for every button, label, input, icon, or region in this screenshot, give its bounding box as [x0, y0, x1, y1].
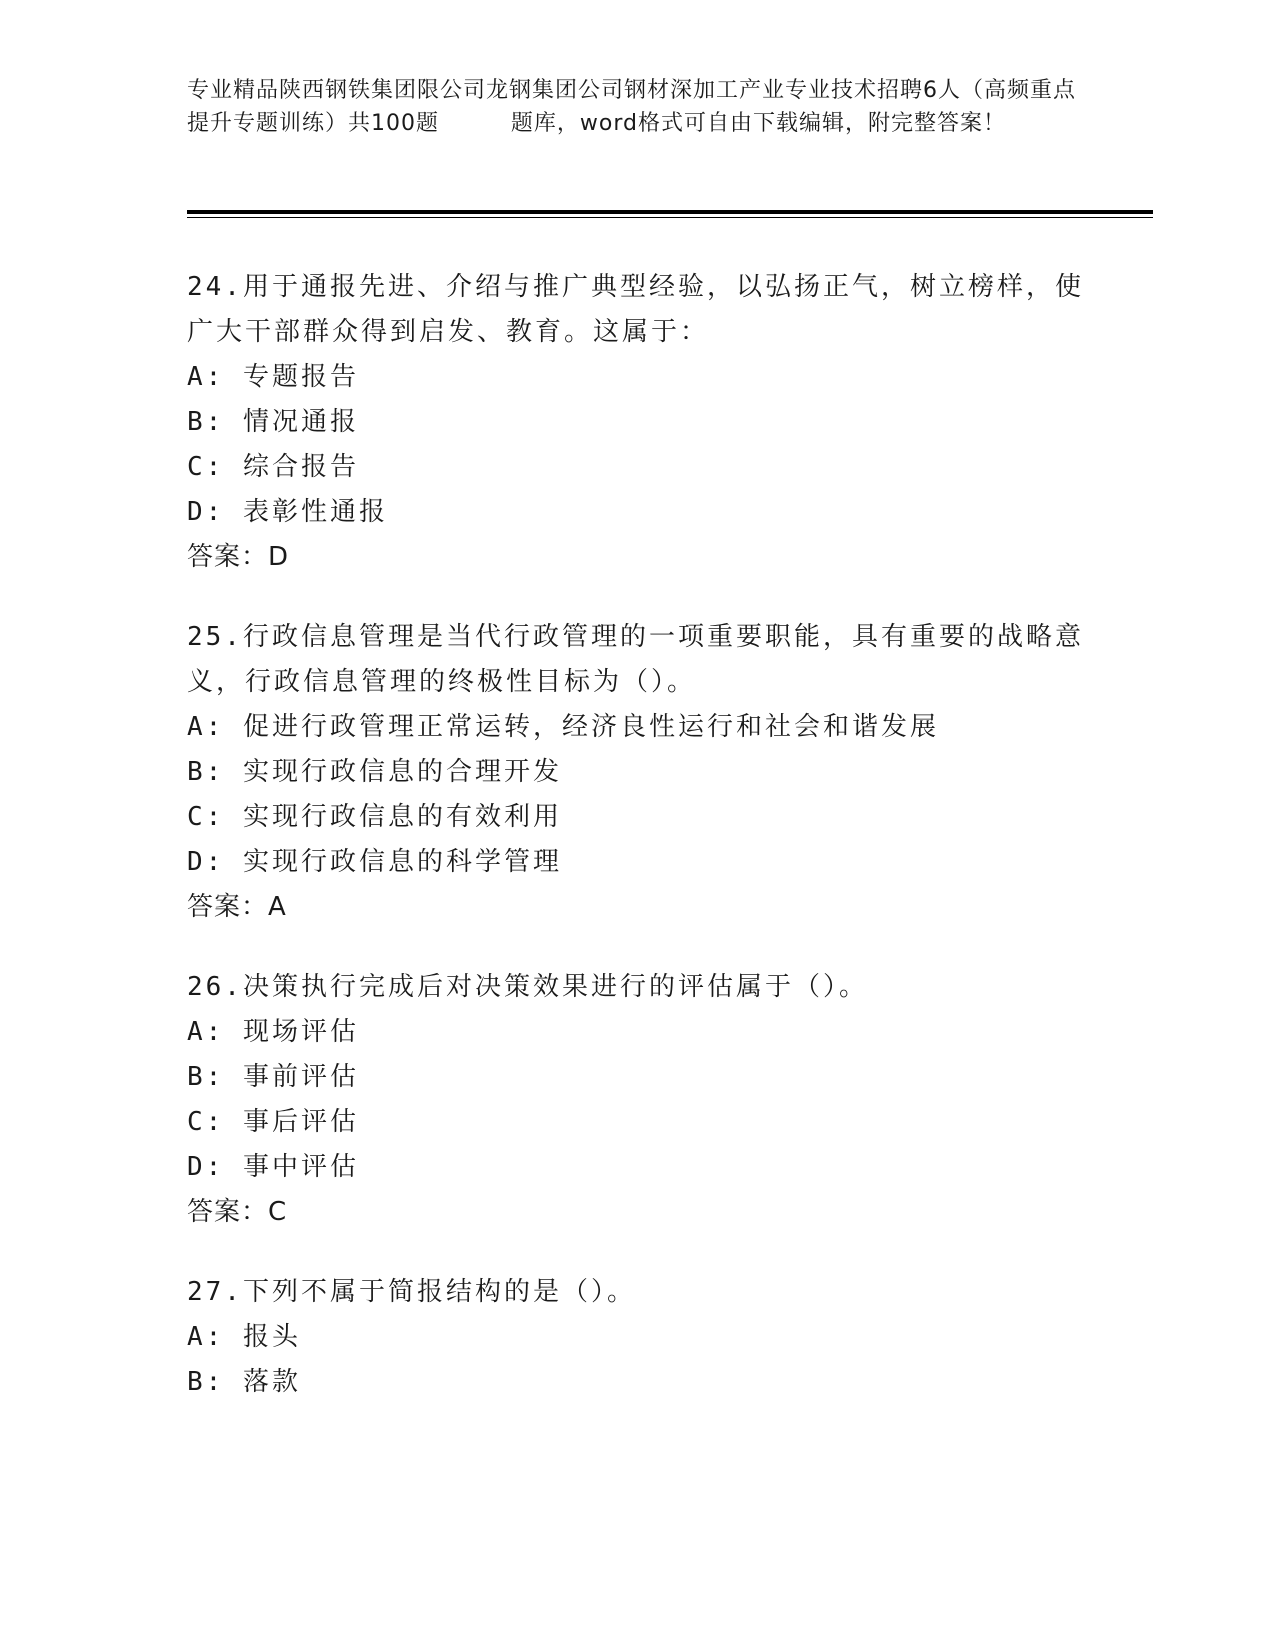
- option-b: B: 落款: [187, 1367, 301, 1397]
- option-c: C: 实现行政信息的有效利用: [187, 802, 562, 832]
- header-divider-thin: [187, 217, 1153, 218]
- question-text: 26.决策执行完成后对决策效果进行的评估属于（）。: [187, 972, 868, 1002]
- option-b: B: 情况通报: [187, 407, 359, 437]
- answer-label: 答案：D: [187, 542, 290, 572]
- question-25: [187, 615, 1107, 930]
- question-24: [187, 265, 1107, 580]
- question-list: [187, 265, 1107, 1440]
- question-text: 24.用于通报先进、介绍与推广典型经验，以弘扬正气，树立榜样，使广大干部群众得到启发、教育。这属于：: [187, 272, 1084, 347]
- option-d: D: 事中评估: [187, 1152, 359, 1182]
- document-header: 专业精品陕西钢铁集团限公司龙钢集团公司钢材深加工产业专业技术招聘6人（高频重点提升专题训练）共100题 题库，word格式可自由下载编辑，附完整答案！: [187, 78, 1076, 136]
- option-b: B: 事前评估: [187, 1062, 359, 1092]
- option-a: A: 促进行政管理正常运转，经济良性运行和社会和谐发展: [187, 712, 939, 742]
- option-c: C: 事后评估: [187, 1107, 359, 1137]
- question-26: [187, 965, 1107, 1235]
- option-a: A: 现场评估: [187, 1017, 359, 1047]
- answer-label: 答案：C: [187, 1197, 288, 1227]
- answer-label: 答案：A: [187, 892, 287, 922]
- option-a: A: 专题报告: [187, 362, 359, 392]
- question-text: 27.下列不属于简报结构的是（）。: [187, 1277, 636, 1307]
- option-b: B: 实现行政信息的合理开发: [187, 757, 562, 787]
- header-divider-thick: [187, 210, 1153, 214]
- option-d: D: 实现行政信息的科学管理: [187, 847, 562, 877]
- question-text: 25.行政信息管理是当代行政管理的一项重要职能，具有重要的战略意义，行政信息管理的终极性目标为（）。: [187, 622, 1084, 697]
- option-c: C: 综合报告: [187, 452, 359, 482]
- question-27: [187, 1270, 1107, 1405]
- option-a: A: 报头: [187, 1322, 301, 1352]
- option-d: D: 表彰性通报: [187, 497, 388, 527]
